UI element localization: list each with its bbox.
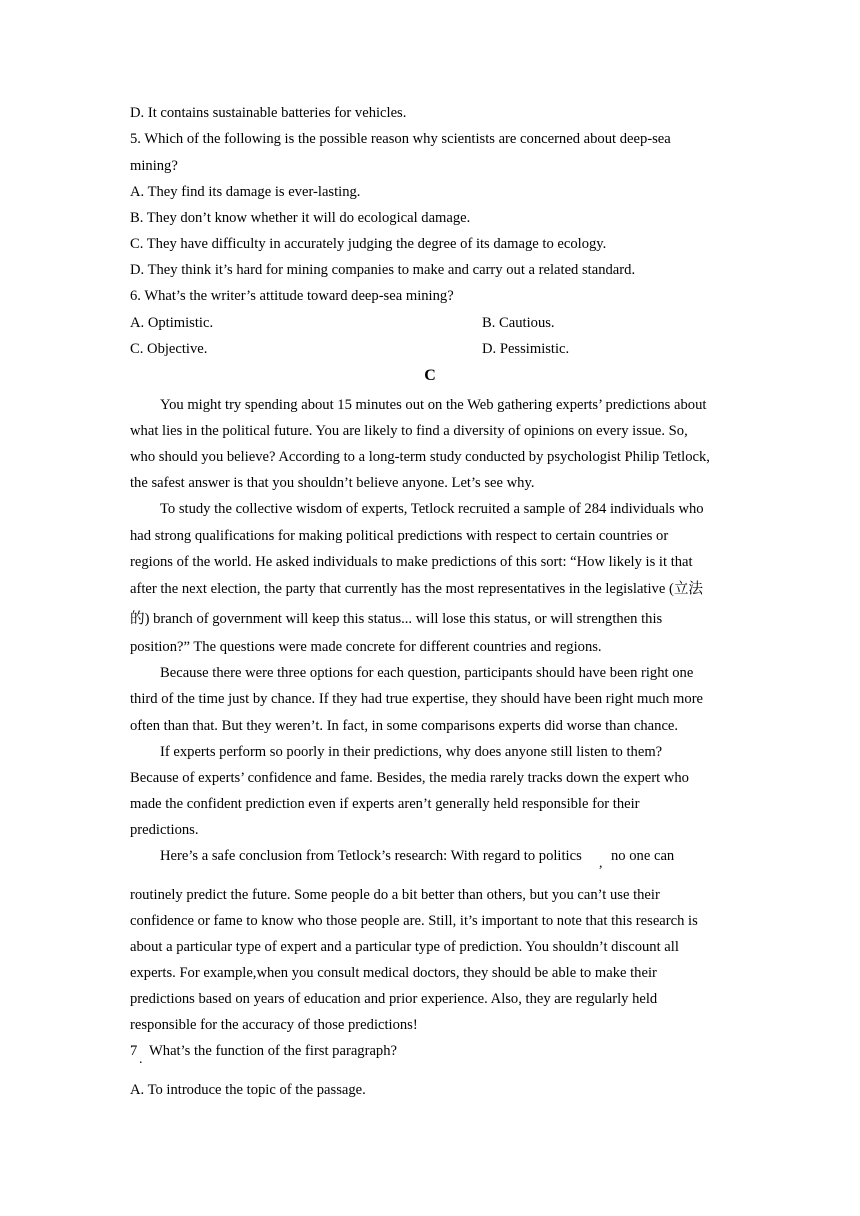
option-6d: D. Pessimistic.: [482, 341, 570, 357]
option-6b: B. Cautious.: [482, 315, 555, 331]
question-7: What’s the function of the first paragraph?: [149, 1043, 398, 1059]
passage-line: after the next election, the party that currently has the most representatives in the legislative (立法: [130, 581, 704, 597]
passage-line: responsible for the accuracy of those predictions!: [130, 1017, 418, 1033]
passage-line: Here’s a safe conclusion from Tetlock’s research: With regard to politics: [160, 848, 582, 864]
question-7-number: 7: [130, 1043, 138, 1059]
passage-line: To study the collective wisdom of experts, Tetlock recruited a sample of 284 individuals who: [160, 501, 704, 517]
passage-line: experts. For example,when you consult medical doctors, they should be able to make their: [130, 965, 657, 981]
stray-comma: ,: [599, 856, 603, 871]
option-7a: A. To introduce the topic of the passage.: [130, 1082, 366, 1098]
stray-dot: .: [139, 1052, 143, 1067]
passage-line: Because of experts’ confidence and fame. Besides, the media rarely tracks down the expert who: [130, 770, 689, 786]
option-5a: A. They find its damage is ever-lasting.: [130, 184, 361, 200]
passage-line: who should you believe? According to a long-term study conducted by psychologist Philip Tetlock,: [130, 449, 710, 465]
option-5b: B. They don’t know whether it will do ecological damage.: [130, 210, 471, 226]
passage-line: no one can: [611, 848, 675, 864]
passage-line: had strong qualifications for making political predictions with respect to certain countries or: [130, 528, 669, 544]
passage-line: what lies in the political future. You are likely to find a diversity of opinions on every issue. So,: [130, 423, 688, 439]
question-6: 6. What’s the writer’s attitude toward deep-sea mining?: [130, 288, 454, 304]
passage-line: often than that. But they weren’t. In fact, in some comparisons experts did worse than chance.: [130, 718, 679, 734]
section-heading: C: [424, 367, 436, 384]
option-6c: C. Objective.: [130, 341, 208, 357]
question-5: 5. Which of the following is the possible reason why scientists are concerned about deep-sea: [130, 131, 671, 147]
text-line: D. It contains sustainable batteries for vehicles.: [130, 105, 407, 121]
passage-line: about a particular type of expert and a particular type of prediction. You shouldn’t discount all: [130, 939, 679, 955]
passage-line: predictions.: [130, 822, 199, 838]
passage-line: position?” The questions were made concrete for different countries and regions.: [130, 639, 602, 655]
passage-line: confidence or fame to know who those people are. Still, it’s important to note that this research is: [130, 913, 698, 929]
option-6a: A. Optimistic.: [130, 315, 214, 331]
passage-line: routinely predict the future. Some people do a bit better than others, but you can’t use their: [130, 887, 660, 903]
passage-line: Because there were three options for each question, participants should have been right one: [160, 665, 694, 681]
option-5d: D. They think it’s hard for mining companies to make and carry out a related standard.: [130, 262, 636, 278]
passage-line: third of the time just by chance. If they had true expertise, they should have been right much more: [130, 691, 704, 707]
passage-line: made the confident prediction even if experts aren’t generally held responsible for their: [130, 796, 640, 812]
passage-line: the safest answer is that you shouldn’t believe anyone. Let’s see why.: [130, 475, 535, 491]
passage-line: predictions based on years of education and prior experience. Also, they are regularly held: [130, 991, 658, 1007]
text-line: mining?: [130, 158, 178, 174]
passage-line: 的) branch of government will keep this status... will lose this status, or will strengthen this: [130, 611, 663, 627]
option-5c: C. They have difficulty in accurately judging the degree of its damage to ecology.: [130, 236, 607, 252]
passage-line: regions of the world. He asked individuals to make predictions of this sort: “How likely is it that: [130, 554, 693, 570]
passage-line: If experts perform so poorly in their predictions, why does anyone still listen to them?: [160, 744, 663, 760]
passage-line: You might try spending about 15 minutes out on the Web gathering experts’ predictions about: [160, 397, 707, 413]
